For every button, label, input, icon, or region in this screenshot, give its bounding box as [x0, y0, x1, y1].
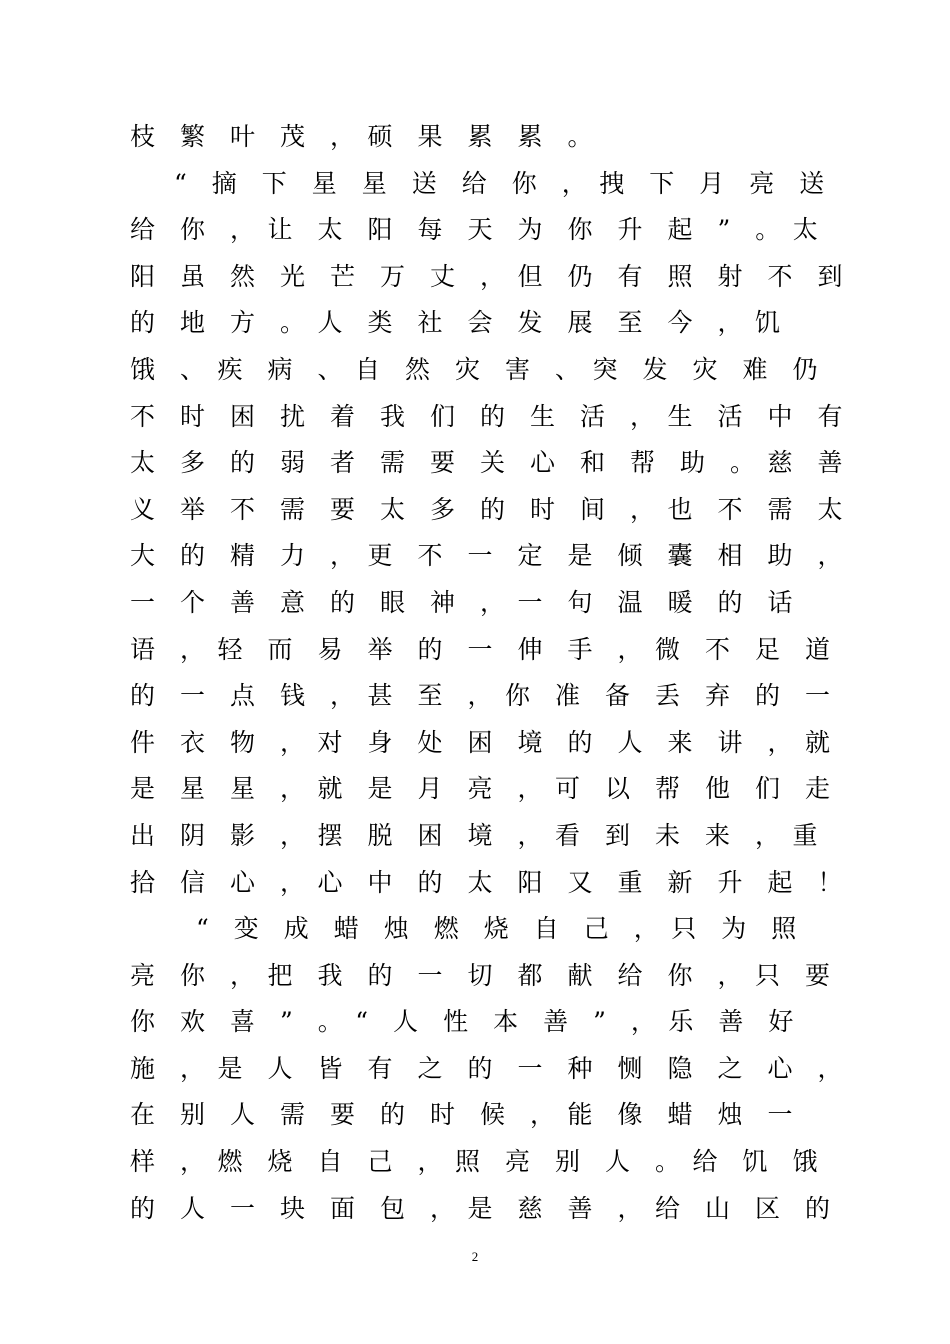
text-line: 是 星 星 ， 就 是 月 亮 ， 可 以 帮 他 们 走 [130, 774, 831, 804]
text-line: 义 举 不 需 要 太 多 的 时 间 ， 也 不 需 太 [130, 494, 843, 524]
text-line: 饿 、 疾 病 、 自 然 灾 害 、 突 发 灾 难 仍 [130, 354, 818, 384]
text-line: 出 阴 影 ， 摆 脱 困 境 ， 看 到 未 来 ， 重 [130, 820, 818, 850]
text-line: 在 别 人 需 要 的 时 候 ， 能 像 蜡 烛 一 [130, 1100, 793, 1130]
text-line: 件 衣 物 ， 对 身 处 困 境 的 人 来 讲 ， 就 [130, 727, 831, 757]
text-line: 语 ， 轻 而 易 举 的 一 伸 手 ， 微 不 足 道 [130, 634, 831, 664]
page-number: 2 [471, 1249, 479, 1264]
text-line: 太 多 的 弱 者 需 要 关 心 和 帮 助 。 慈 善 [130, 448, 843, 478]
body-text [130, 114, 843, 1232]
text-line: 阳 虽 然 光 芒 万 丈 ， 但 仍 有 照 射 不 到 [130, 261, 843, 291]
text-line: 亮 你 ， 把 我 的 一 切 都 献 给 你 ， 只 要 [130, 960, 831, 990]
text-line: 的 人 一 块 面 包 ， 是 慈 善 ， 给 山 区 的 [130, 1193, 831, 1223]
text-line: 拾 信 心 ， 心 中 的 太 阳 又 重 新 升 起 ！ [130, 867, 843, 897]
text-line: 给 你 ， 让 太 阳 每 天 为 你 升 起 ” 。 太 [130, 215, 818, 245]
text-line: 一 个 善 意 的 眼 神 ， 一 句 温 暖 的 话 [130, 587, 793, 617]
text-line: 大 的 精 力 ， 更 不 一 定 是 倾 囊 相 助 ， [130, 541, 843, 571]
text-line: 不 时 困 扰 着 我 们 的 生 活 ， 生 活 中 有 [130, 401, 843, 431]
text-line: 施 ， 是 人 皆 有 之 的 一 种 恻 隐 之 心 ， [130, 1053, 843, 1083]
text-line: 样 ， 燃 烧 自 己 ， 照 亮 别 人 。 给 饥 饿 [130, 1147, 818, 1177]
text-line: “ 变 成 蜡 烛 燃 烧 自 己 ， 只 为 照 [196, 914, 797, 944]
text-line: 你 欢 喜 ” 。 “ 人 性 本 善 ” ， 乐 善 好 [130, 1007, 794, 1037]
text-line: 的 一 点 钱 ， 甚 至 ， 你 准 备 丢 弃 的 一 [130, 681, 831, 711]
text-line: “ 摘 下 星 星 送 给 你 ， 拽 下 月 亮 送 [174, 168, 825, 198]
text-line: 的 地 方 。 人 类 社 会 发 展 至 今 ， 饥 [130, 308, 781, 338]
text-line: 枝 繁 叶 茂 ， 硕 果 累 累 。 [130, 122, 593, 151]
